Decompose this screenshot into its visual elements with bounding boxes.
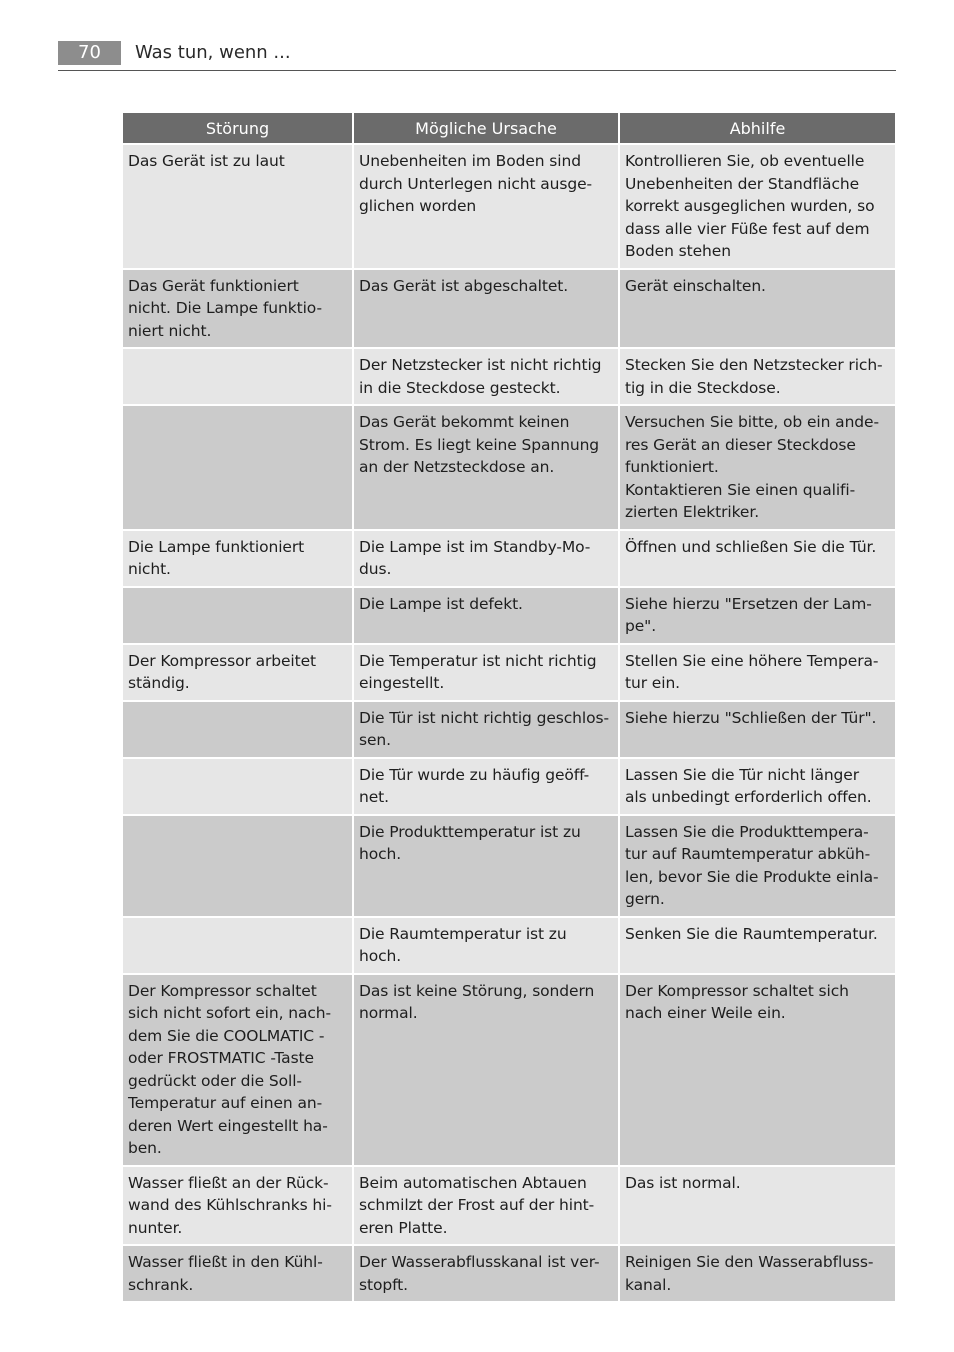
cell-cause: Das Gerät ist abgeschaltet. <box>354 270 618 348</box>
section-title: Was tun, wenn ... <box>135 42 291 63</box>
table-row <box>123 1167 895 1245</box>
cell-cause: Die Produkttemperatur ist zu hoch. <box>354 816 618 916</box>
cell-remedy: Lassen Sie die Produkttempera- tur auf Raumtemperatur abküh- len, bevor Sie die Produkte einla- gern. <box>620 816 895 916</box>
cell-remedy: Senken Sie die Raumtemperatur. <box>620 918 895 973</box>
cell-cause: Die Lampe ist defekt. <box>354 588 618 643</box>
cell-cause: Unebenheiten im Boden sind durch Unterlegen nicht ausge- glichen worden <box>354 145 618 268</box>
table-row <box>123 349 895 404</box>
troubleshooting-table <box>121 111 897 1303</box>
cell-remedy: Siehe hierzu "Ersetzen der Lam- pe". <box>620 588 895 643</box>
cell-problem: Das Gerät ist zu laut <box>123 145 352 268</box>
cell-remedy: Stellen Sie eine höhere Tempera- tur ein. <box>620 645 895 700</box>
cell-problem: Der Kompressor arbeitet ständig. <box>123 645 352 700</box>
cell-remedy: Der Kompressor schaltet sich nach einer Weile ein. <box>620 975 895 1165</box>
cell-remedy: Gerät einschalten. <box>620 270 895 348</box>
cell-problem: Die Lampe funktioniert nicht. <box>123 531 352 586</box>
table-row <box>123 406 895 529</box>
header-divider <box>58 70 896 71</box>
cell-problem: Das Gerät funktioniert nicht. Die Lampe funktio- niert nicht. <box>123 270 352 348</box>
cell-cause: Die Temperatur ist nicht richtig eingestellt. <box>354 645 618 700</box>
cell-problem <box>123 759 352 814</box>
column-header-cause: Mögliche Ursache <box>354 113 618 143</box>
column-header-remedy: Abhilfe <box>620 113 895 143</box>
cell-cause: Das ist keine Störung, sondern normal. <box>354 975 618 1165</box>
table-header-row <box>123 113 895 143</box>
cell-cause: Die Tür ist nicht richtig geschlos- sen. <box>354 702 618 757</box>
cell-problem <box>123 702 352 757</box>
cell-problem <box>123 588 352 643</box>
table-row <box>123 759 895 814</box>
table-row <box>123 270 895 348</box>
cell-problem: Wasser fließt in den Kühl- schrank. <box>123 1246 352 1301</box>
cell-problem: Wasser fließt an der Rück- wand des Kühlschranks hi- nunter. <box>123 1167 352 1245</box>
cell-cause: Beim automatischen Abtauen schmilzt der Frost auf der hint- eren Platte. <box>354 1167 618 1245</box>
cell-cause: Die Tür wurde zu häufig geöff- net. <box>354 759 618 814</box>
table-row <box>123 531 895 586</box>
table-row <box>123 645 895 700</box>
cell-problem <box>123 918 352 973</box>
table-row <box>123 975 895 1165</box>
cell-remedy: Stecken Sie den Netzstecker rich- tig in die Steckdose. <box>620 349 895 404</box>
cell-cause: Das Gerät bekommt keinen Strom. Es liegt keine Spannung an der Netzsteckdose an. <box>354 406 618 529</box>
cell-remedy: Lassen Sie die Tür nicht länger als unbedingt erforderlich offen. <box>620 759 895 814</box>
table-body <box>123 145 895 1301</box>
table-row <box>123 1246 895 1301</box>
page-number: 70 <box>58 41 121 65</box>
cell-cause: Der Netzstecker ist nicht richtig in die Steckdose gesteckt. <box>354 349 618 404</box>
cell-problem <box>123 816 352 916</box>
cell-remedy: Das ist normal. <box>620 1167 895 1245</box>
cell-cause: Der Wasserabflusskanal ist ver- stopft. <box>354 1246 618 1301</box>
cell-remedy: Kontrollieren Sie, ob eventuelle Unebenheiten der Standfläche korrekt ausgeglichen wurden, so dass alle vier Füße fest auf dem Boden stehen <box>620 145 895 268</box>
cell-remedy: Reinigen Sie den Wasserabfluss- kanal. <box>620 1246 895 1301</box>
cell-remedy: Öffnen und schließen Sie die Tür. <box>620 531 895 586</box>
table-row <box>123 702 895 757</box>
column-header-problem: Störung <box>123 113 352 143</box>
table-row <box>123 816 895 916</box>
table-row <box>123 918 895 973</box>
cell-problem <box>123 406 352 529</box>
cell-cause: Die Lampe ist im Standby-Mo- dus. <box>354 531 618 586</box>
cell-cause: Die Raumtemperatur ist zu hoch. <box>354 918 618 973</box>
table-row <box>123 145 895 268</box>
cell-problem: Der Kompressor schaltet sich nicht sofort ein, nach- dem Sie die COOLMATIC - oder FROSTMATIC -Taste gedrückt oder die Soll- Temperatur auf einen an- deren Wert eingestellt ha- ben. <box>123 975 352 1165</box>
cell-remedy: Versuchen Sie bitte, ob ein ande- res Gerät an dieser Steckdose funktioniert. Kontaktieren Sie einen qualifi- zierten Elektriker. <box>620 406 895 529</box>
table-row <box>123 588 895 643</box>
cell-remedy: Siehe hierzu "Schließen der Tür". <box>620 702 895 757</box>
cell-problem <box>123 349 352 404</box>
